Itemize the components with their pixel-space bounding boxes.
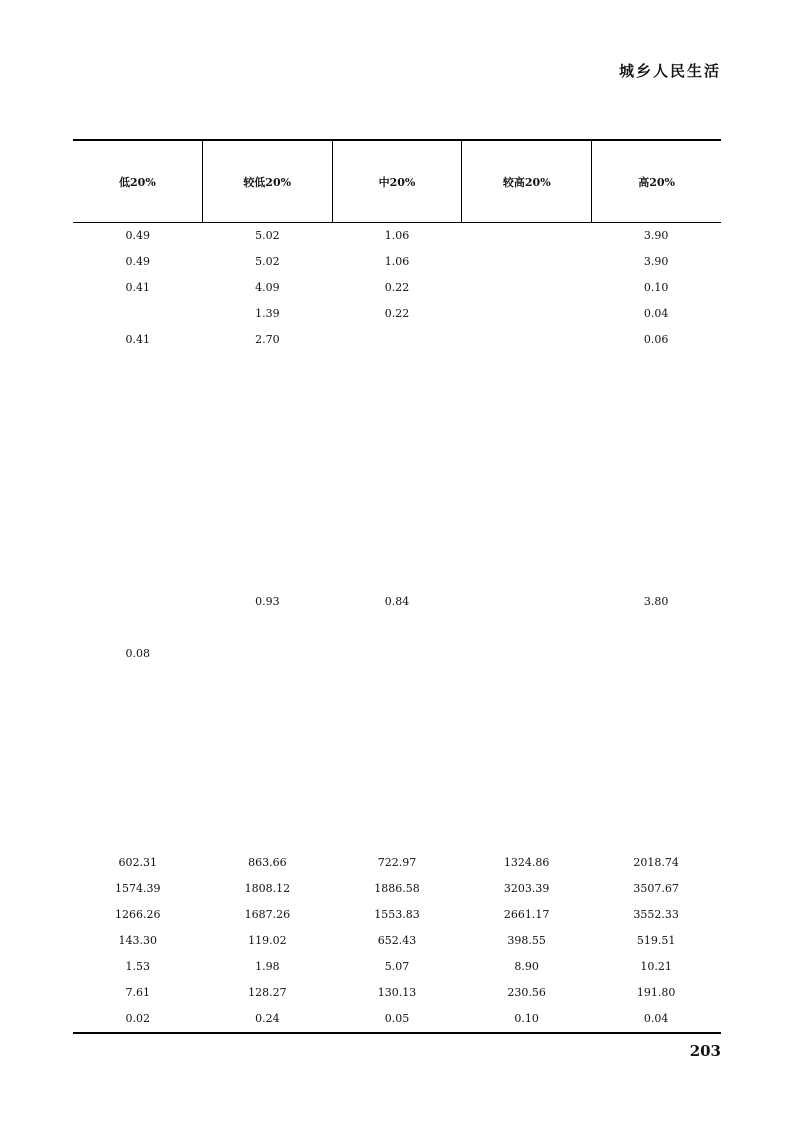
table-cell: 398.55 — [507, 934, 546, 947]
table-cell: 0.49 — [125, 255, 151, 268]
table-cell: 863.66 — [248, 856, 287, 869]
table-row — [73, 928, 721, 954]
table-row — [73, 327, 721, 353]
table-cell: 0.10 — [514, 1012, 539, 1025]
table-cell: 4.09 — [255, 281, 280, 294]
table-cell — [462, 641, 592, 667]
table-cell: 143.30 — [118, 934, 158, 947]
table-cell: 0.49 — [125, 229, 151, 242]
table-cell: 0.08 — [125, 647, 151, 660]
table-row — [73, 850, 721, 876]
table-cell: 1324.86 — [503, 856, 550, 869]
table-cell: 722.97 — [377, 856, 417, 869]
table-cell: 3552.33 — [633, 908, 679, 921]
table-cell: 0.05 — [384, 1012, 410, 1025]
table-cell — [462, 301, 592, 327]
table-cell: 1.39 — [255, 307, 280, 320]
table-cell: 519.51 — [636, 934, 676, 947]
table-cell: 0.84 — [384, 595, 410, 608]
table-bottom-rule — [73, 1032, 721, 1034]
table-cell — [462, 275, 592, 301]
table-row — [73, 980, 721, 1006]
table-cell: 128.27 — [248, 986, 287, 999]
table-cell: 3203.39 — [503, 882, 550, 895]
table-cell: 0.41 — [125, 281, 151, 294]
table-row — [73, 1006, 721, 1032]
header-low-20: 低20% — [119, 175, 156, 189]
table-cell — [73, 301, 203, 327]
table-cell: 3.90 — [643, 255, 669, 268]
table-row — [73, 954, 721, 980]
header-middle-20: 中20% — [332, 141, 462, 222]
header-high-20: 高20% — [591, 141, 721, 222]
table-row — [73, 902, 721, 928]
table-cell — [591, 641, 721, 667]
table-row — [73, 641, 721, 667]
table-cell: 0.02 — [125, 1012, 151, 1025]
table-cell: 1.06 — [384, 255, 410, 268]
page-number: 203 — [689, 1042, 721, 1060]
table-cell: 7.61 — [125, 986, 151, 999]
table-cell: 0.22 — [384, 307, 410, 320]
table-cell: 5.07 — [384, 960, 410, 973]
table-cell — [462, 249, 592, 275]
table-cell: 0.24 — [255, 1012, 280, 1025]
table-cell: 5.02 — [255, 255, 280, 268]
table-cell: 1808.12 — [244, 882, 291, 895]
table-cell: 230.56 — [507, 986, 546, 999]
table-cell: 1687.26 — [244, 908, 291, 921]
table-cell — [462, 223, 592, 249]
table-cell: 1574.39 — [115, 882, 161, 895]
table-row — [73, 275, 721, 301]
table-cell: 0.06 — [643, 333, 669, 346]
table-cell: 8.90 — [514, 960, 539, 973]
table-cell: 0.04 — [643, 307, 669, 320]
table-cell: 652.43 — [377, 934, 417, 947]
table-cell: 0.04 — [643, 1012, 669, 1025]
table-cell: 2018.74 — [633, 856, 679, 869]
table-cell — [332, 327, 462, 353]
table-row — [73, 223, 721, 249]
table-cell: 2661.17 — [503, 908, 550, 921]
table-header-row — [73, 141, 721, 223]
table-row — [73, 876, 721, 902]
table-cell: 602.31 — [118, 856, 158, 869]
table-cell: 1553.83 — [374, 908, 420, 921]
table-cell: 191.80 — [636, 986, 676, 999]
table-cell — [203, 641, 333, 667]
table-cell: 1.06 — [384, 229, 410, 242]
table-cell: 0.41 — [125, 333, 151, 346]
table-cell: 3.90 — [643, 229, 669, 242]
table-cell: 3507.67 — [633, 882, 679, 895]
table-cell: 1266.26 — [115, 908, 161, 921]
table-cell: 0.22 — [384, 281, 410, 294]
table-cell: 1.98 — [255, 960, 280, 973]
table-cell: 130.13 — [377, 986, 417, 999]
header-higher-20: 较高20% — [461, 141, 591, 222]
table-cell: 0.10 — [643, 281, 669, 294]
table-cell: 1.53 — [125, 960, 151, 973]
table-cell — [462, 589, 592, 615]
table-cell — [332, 641, 462, 667]
table-row — [73, 301, 721, 327]
table-cell — [73, 589, 203, 615]
table-cell: 3.80 — [643, 595, 669, 608]
header-lower-20: 较低20% — [202, 141, 332, 222]
running-head: 城乡人民生活 — [618, 62, 721, 80]
table-cell: 5.02 — [255, 229, 280, 242]
table-row — [73, 249, 721, 275]
table-cell — [462, 327, 592, 353]
table-cell: 0.93 — [255, 595, 280, 608]
table-row — [73, 589, 721, 615]
table-cell: 2.70 — [255, 333, 280, 346]
table-cell: 1886.58 — [374, 882, 420, 895]
table-cell: 119.02 — [248, 934, 287, 947]
table-cell: 10.21 — [640, 960, 672, 973]
